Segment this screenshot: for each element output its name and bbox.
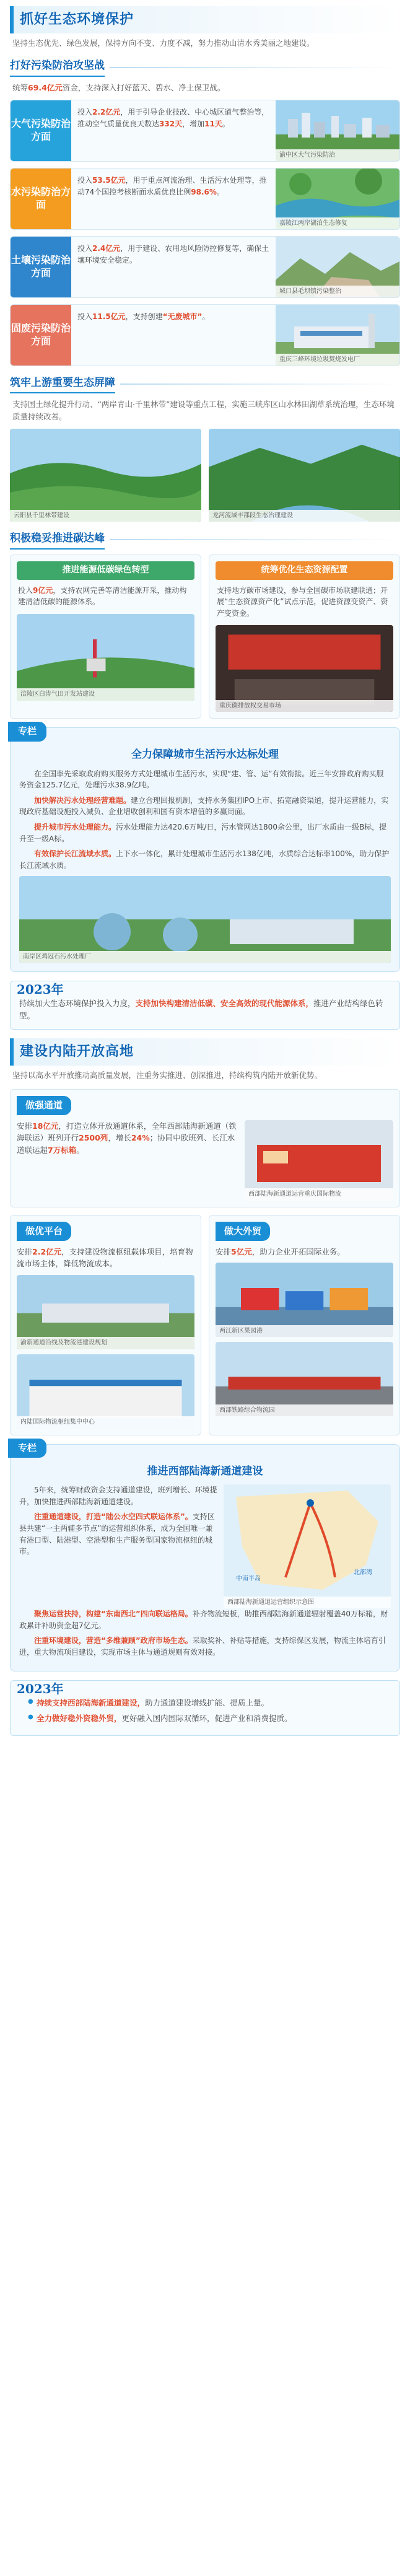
column-new-route: [10, 1444, 400, 1671]
map-label: 北部湾: [354, 1569, 372, 1576]
block-text: 安排5亿元，助力企业开拓国际业务。: [216, 1247, 345, 1257]
image-caption: 城口县毛坝镇污染整治: [276, 286, 399, 298]
section-title: 建设内陆开放高地: [20, 1044, 134, 1060]
column-paragraph: 5年来，统筹财政资金支持通道建设，班列增长、环境提升，加快推进西部陆海新通道建设。: [19, 1486, 217, 1506]
image-caption: 渝新通道沿线及物流港建设规划: [17, 1337, 194, 1349]
card-resource: [209, 554, 400, 719]
barrier-images: [10, 429, 400, 522]
subsection-title-pollution: [10, 58, 400, 76]
year-summary-eco: [10, 981, 400, 1030]
image-caption: 南岸区鸡冠石污水处理厂: [19, 951, 391, 963]
block-channel: [10, 1089, 400, 1207]
pollution-row-waste: [10, 304, 400, 366]
subsection-title-text: 积极稳妥推进碳达峰: [10, 530, 105, 549]
pollution-tag: 水污染防治方面: [11, 169, 71, 229]
card-text: 投入9亿元，支持农网完善等清洁能源开采，推动构建清洁低碳的能源体系。: [18, 585, 187, 607]
forest-image: [10, 429, 201, 522]
subsection-title-text: 打好污染防治攻坚战: [10, 58, 105, 76]
card-head: 推进能源低碳绿色转型: [17, 561, 194, 580]
image-caption: 龙河流域丰都段生态治理建设: [209, 510, 400, 522]
year-bullet: ● 全力做好稳外资稳外贸，更好融入国内国际双循环，促进产业和消费提质。: [28, 1712, 382, 1724]
block-trade: [209, 1215, 400, 1435]
image-caption: 西部陆海新通道运营重庆国际物流: [245, 1188, 393, 1201]
column-title: 推进西部陆海新通道建设: [147, 1465, 263, 1478]
column-paragraph: 有效保护长江流域水质。上下水一体化，累计处理城市生活污水138亿吨，水质综合达标率100%，助力保护长江流域水质。: [19, 849, 390, 870]
column-tag: 专栏: [8, 1439, 46, 1458]
column-paragraph: 注重环境建设，营造“多维兼顾”政府市场生态。采取奖补、补贴等措施，支持综保区发展，物流主体培育引进，重大物流项目建设，实现市场主体与通道规则有效对接。: [19, 1636, 386, 1657]
carbon-cards: [10, 554, 400, 719]
image-caption: 嘉陵江两岸湖泊生态修复: [276, 217, 399, 230]
section-intro: 坚持以高水平开放推动高质量发展，注重务实推进、创深推进，持续构筑内陆开放新优势。: [12, 1071, 323, 1080]
year-bullet: ● 持续支持西部陆海新通道建设，助力通道建设增线扩能、提质上量。: [28, 1697, 382, 1709]
image-caption: 西部铁路综合物流园: [216, 1404, 393, 1417]
rail-park-image: [216, 1342, 393, 1416]
route-map: [224, 1484, 391, 1608]
subsection-title-carbon: [10, 530, 400, 549]
image-caption: 云阳县千里林带建设: [10, 510, 201, 522]
year-label: 2023年: [17, 1681, 64, 1696]
column-paragraph: 提升城市污水处理能力。污水处理能力达420.6万吨/日，污水管网达1800余公里，出厂水质由一级B标，提升至一级A标。: [19, 823, 387, 843]
subsection-title-text: 筑牢上游重要生态屏障: [10, 375, 115, 393]
column-title: 全力保障城市生活污水达标处理: [131, 748, 279, 761]
pollution-row-air: [10, 100, 400, 162]
gas-field-image: [17, 614, 194, 701]
block-head: 做强通道: [17, 1096, 71, 1115]
pollution-tag: 大气污染防治方面: [11, 100, 71, 161]
image-caption: 西部陆海新通道运营组织示意图: [224, 1597, 391, 1609]
pollution-text: 投入53.5亿元，用于重点河流治理、生活污水处理等，推动74个国控考核断面水质优良比例98.6%。: [77, 176, 267, 196]
year-bullets: [19, 1697, 391, 1725]
subsection-title-barrier: [10, 375, 400, 393]
pollution-text: 投入2.2亿元，用于引导企业技改、中心城区道气整治等，推动空气质量优良天数达332天，增加11天。: [77, 108, 269, 128]
column-paragraph: 聚焦运营扶持，构建“东南西北”四向联运格局。补齐物流短板，助推西部陆海新通道辐射覆盖40万标箱，财政累计补助资金超7亿元。: [19, 1610, 388, 1630]
treatment-plant-image: [19, 876, 391, 963]
river-valley-image: [209, 429, 400, 522]
pollution-row-water: [10, 168, 400, 230]
column-paragraph: 注重通道建设，打造“陆公水空四式联运体系”。支持区县共建“一主两辅多节点”的运营组织体系，成为全国唯一兼有港口型、陆港型、空港型和生产服务型国家物流枢纽的城市。: [19, 1512, 215, 1556]
section-header-inland: [10, 1038, 400, 1066]
port-image: [216, 1263, 393, 1337]
pollution-tag: 土壤污染防治方面: [11, 237, 71, 297]
image-caption: 渝中区大气污染防治: [276, 149, 399, 162]
year-label: 2023年: [17, 982, 64, 997]
year-text: 持续加大生态环境保护投入力度，支持加快构建清洁低碳、安全高效的现代能源体系，推进产业结构绿色转型。: [19, 999, 383, 1020]
plant-image: [276, 305, 399, 366]
section-intro: 坚持生态优先、绿色发展，保持方向不变、力度不减，努力推动山清水秀美丽之地建设。: [12, 38, 315, 48]
city-skyline-image: [276, 100, 399, 161]
block-text: 安排2.2亿元，支持建设物流枢纽载体项目，培育物流市场主体，降低物流成本。: [17, 1247, 193, 1269]
pollution-intro: 统筹69.4亿元资金，支持深入打好蓝天、碧水、净土保卫战。: [12, 82, 225, 92]
distribution-center-image: [17, 1354, 194, 1429]
image-caption: 重庆碳排放权交易市场: [216, 700, 393, 712]
pollution-text: 投入11.5亿元，支持创建“无废城市”。: [77, 312, 210, 322]
card-text: 支持地方碳市场建设，参与全国碳市场联建联通；开展“生态资源资产化”试点示范，促进资源变资产、资产变资金。: [217, 585, 388, 618]
logistics-hub-image: [17, 1275, 194, 1349]
card-energy: [10, 554, 201, 719]
trading-market-image: [216, 625, 393, 712]
column-paragraph: 在全国率先采取政府购买服务方式处理城市生活污水，实现“建、管、运”有效衔接。近三年安排政府购买服务资金125.7亿元，处理污水38.9亿吨。: [19, 769, 384, 790]
block-head: 做优平台: [17, 1222, 71, 1241]
column-tag: 专栏: [8, 722, 46, 741]
image-caption: 内陆国际物流枢纽集中中心: [17, 1416, 194, 1429]
column-sewage: [10, 727, 400, 972]
card-head: 统筹优化生态资源配置: [216, 561, 393, 580]
map-label: 中南半岛: [236, 1575, 261, 1582]
pollution-row-soil: [10, 236, 400, 298]
block-platform: [10, 1215, 201, 1435]
pollution-tag: 固废污染防治方面: [11, 305, 71, 366]
block-head: 做大外贸: [216, 1222, 270, 1241]
year-summary-inland: [10, 1680, 400, 1737]
platform-trade-cards: [10, 1215, 400, 1435]
section-title: 抓好生态环境保护: [20, 11, 134, 27]
lake-image: [276, 169, 399, 229]
mountain-image: [276, 237, 399, 297]
block-text: 安排18亿元，打造立体开放通道体系，全年西部陆海新通道（铁海联运）班列开行2500列，增长24%；协同中欧班列、长江水道联运超7万标箱。: [17, 1121, 237, 1155]
image-caption: 重庆三峰环境垃圾焚烧发电厂: [276, 354, 399, 366]
section-header-eco: [10, 6, 400, 33]
image-caption: 两江新区果园港: [216, 1325, 393, 1338]
column-paragraph: 加快解决污水处理经营难题。建立合理回报机制，支持水务集团IPO上市、拓宽融资渠道，提升运营能力，实现政府基础设施投入减负、企业增收创利和国有资本增值的多赢局面。: [19, 795, 389, 817]
pollution-text: 投入2.4亿元，用于建设、农用地风险防控修复等，确保土壤环境安全稳定。: [77, 244, 269, 265]
barrier-text: 支持国土绿化提升行动、“两岸青山·千里林带”建设等重点工程，实施三峡库区山水林田湖草系统治理，生态环境质量持续改善。: [12, 400, 395, 421]
image-caption: 涪陵区白涛气田开发站建设: [17, 688, 194, 701]
train-image: [245, 1120, 393, 1201]
